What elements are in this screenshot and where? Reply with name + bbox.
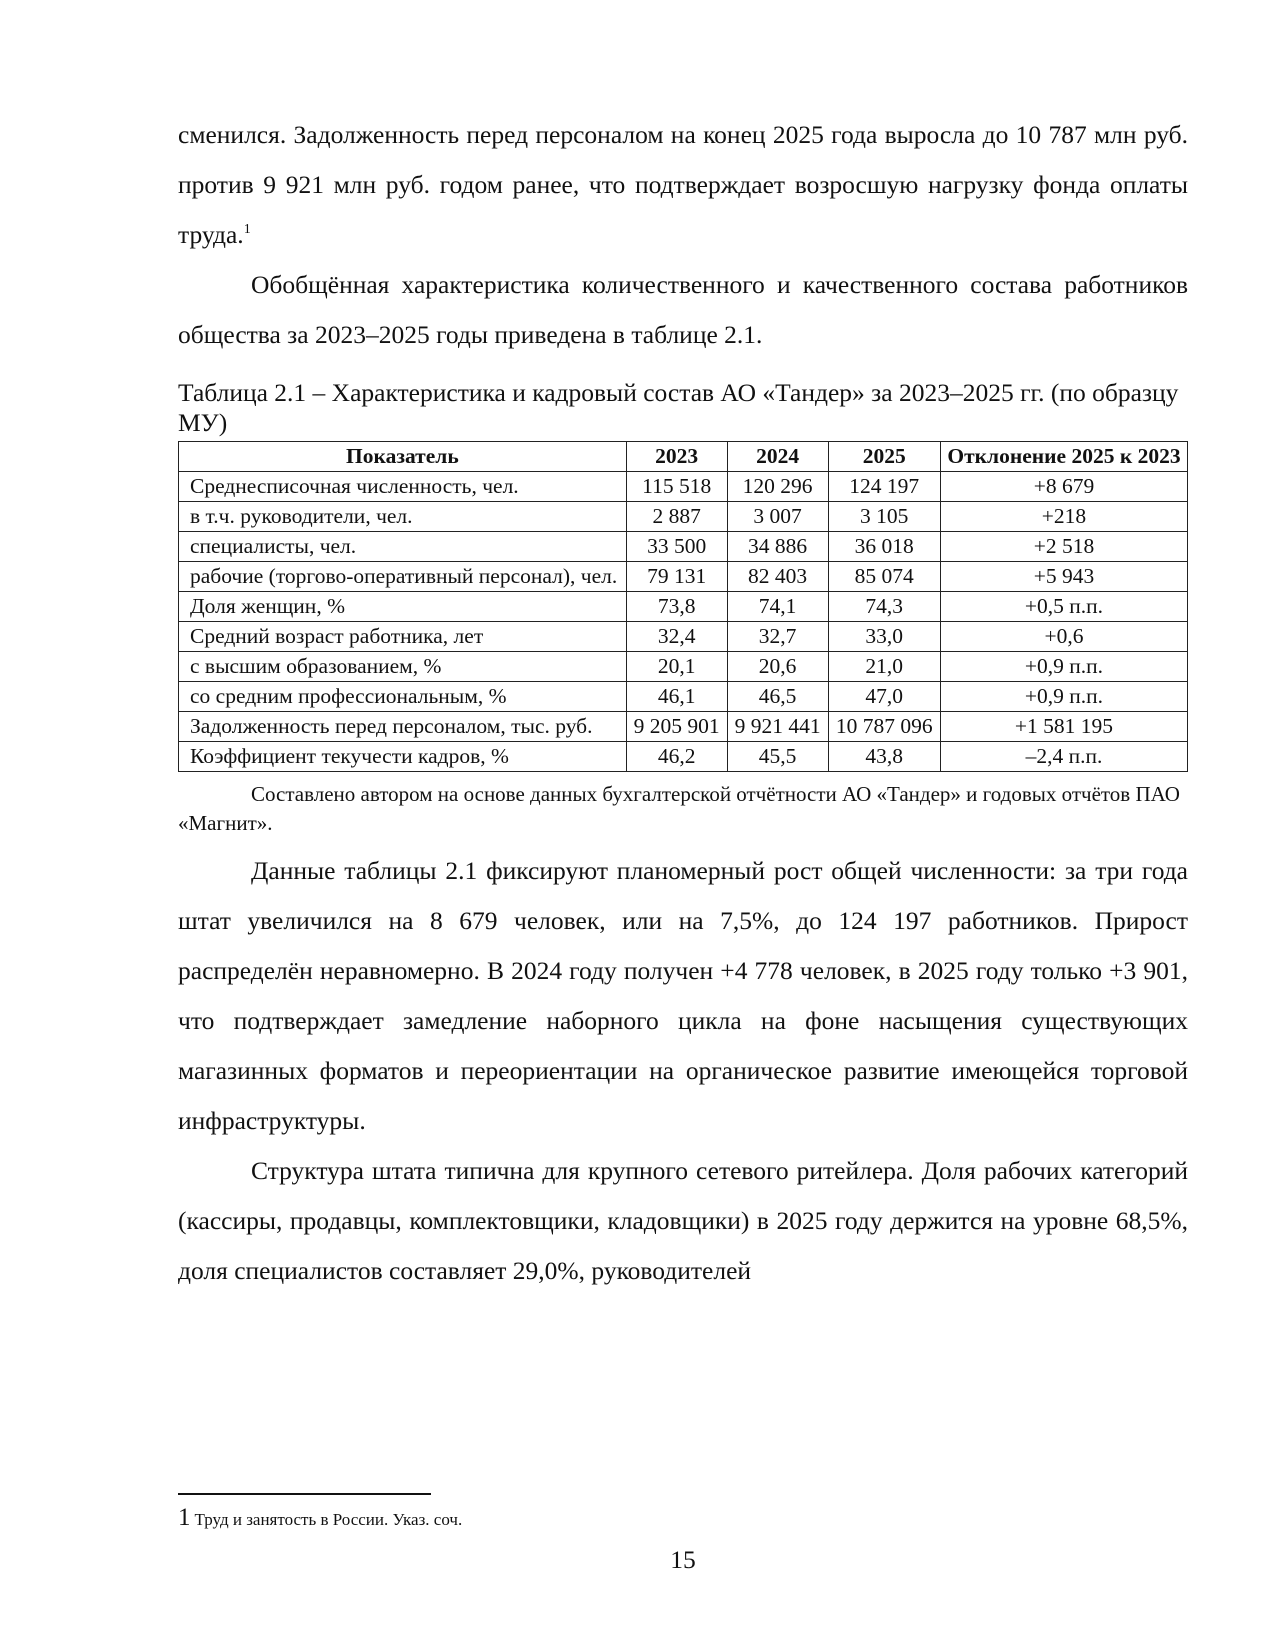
cell-2025: 124 197	[828, 472, 940, 502]
cell-2023: 32,4	[626, 622, 727, 652]
cell-2024: 46,5	[727, 682, 828, 712]
cell-2024: 32,7	[727, 622, 828, 652]
cell-2025: 36 018	[828, 532, 940, 562]
table-row	[179, 592, 1188, 622]
page-number: 15	[670, 1545, 696, 1574]
table-row	[179, 562, 1188, 592]
cell-deviation: +0,5 п.п.	[940, 592, 1187, 622]
cell-deviation: –2,4 п.п.	[940, 742, 1187, 772]
cell-deviation: +1 581 195	[940, 712, 1187, 742]
cell-deviation: +0,9 п.п.	[940, 652, 1187, 682]
cell-deviation: +218	[940, 502, 1187, 532]
cell-2025: 10 787 096	[828, 712, 940, 742]
cell-2025: 47,0	[828, 682, 940, 712]
cell-2025: 21,0	[828, 652, 940, 682]
cell-2024: 20,6	[727, 652, 828, 682]
cell-2023: 73,8	[626, 592, 727, 622]
table-row	[179, 472, 1188, 502]
cell-2025: 74,3	[828, 592, 940, 622]
page-content	[178, 110, 1188, 1296]
cell-deviation: +0,9 п.п.	[940, 682, 1187, 712]
cell-2024: 82 403	[727, 562, 828, 592]
cell-2025: 43,8	[828, 742, 940, 772]
cell-2024: 9 921 441	[727, 712, 828, 742]
cell-deviation: +5 943	[940, 562, 1187, 592]
cell-deviation: +0,6	[940, 622, 1187, 652]
table-row	[179, 682, 1188, 712]
cell-2023: 20,1	[626, 652, 727, 682]
table-row	[179, 652, 1188, 682]
table-source-note: Составлено автором на основе данных бухгалтерской отчётности АО «Тандер» и годовых отчётов ПАО «Магнит».	[178, 782, 1180, 835]
row-label: со средним профессиональным, %	[179, 682, 627, 712]
footnote	[178, 1505, 462, 1533]
cell-2023: 46,1	[626, 682, 727, 712]
cell-2024: 3 007	[727, 502, 828, 532]
footnote-separator	[178, 1493, 431, 1495]
table-row	[179, 712, 1188, 742]
paragraph-1-text: сменился. Задолженность перед персоналом на конец 2025 года выросла до 10 787 млн руб. против 9 921 млн руб. годом ранее, что подтверждает возросшую нагрузку фонда оплаты труда.	[178, 120, 1188, 249]
table-row	[179, 502, 1188, 532]
header-2024: 2024	[727, 442, 828, 472]
row-label: специалисты, чел.	[179, 532, 627, 562]
footnote-ref[interactable]: 1	[243, 222, 251, 237]
cell-2023: 79 131	[626, 562, 727, 592]
footnote-text: Труд и занятость в России. Указ. соч.	[194, 1510, 463, 1529]
row-label: Задолженность перед персоналом, тыс. руб.	[179, 712, 627, 742]
table-caption: Таблица 2.1 – Характеристика и кадровый состав АО «Тандер» за 2023–2025 гг. (по образцу МУ)	[178, 378, 1179, 437]
paragraph-4: Структура штата типична для крупного сетевого ритейлера. Доля рабочих категорий (кассиры, продавцы, комплектовщики, кладовщики) в 2025 году держится на уровне 68,5%, доля специалистов составляет 29,0%, руководителей	[178, 1156, 1188, 1285]
staff-table	[178, 441, 1188, 772]
header-deviation: Отклонение 2025 к 2023	[940, 442, 1187, 472]
paragraph-2: Обобщённая характеристика количественного и качественного состава работников общества за 2023–2025 годы приведена в таблице 2.1.	[178, 270, 1188, 349]
table-row	[179, 532, 1188, 562]
cell-2025: 3 105	[828, 502, 940, 532]
paragraphs-after-table	[178, 846, 1188, 1296]
cell-2023: 115 518	[626, 472, 727, 502]
row-label: рабочие (торгово-оперативный персонал), чел.	[179, 562, 627, 592]
table-row	[179, 622, 1188, 652]
row-label: Средний возраст работника, лет	[179, 622, 627, 652]
row-label: Коэффициент текучести кадров, %	[179, 742, 627, 772]
cell-2024: 45,5	[727, 742, 828, 772]
row-label: Доля женщин, %	[179, 592, 627, 622]
footnote-number: 1	[178, 1504, 191, 1531]
row-label: Среднесписочная численность, чел.	[179, 472, 627, 502]
cell-2023: 9 205 901	[626, 712, 727, 742]
header-2023: 2023	[626, 442, 727, 472]
cell-2023: 2 887	[626, 502, 727, 532]
cell-2023: 33 500	[626, 532, 727, 562]
table-row	[179, 742, 1188, 772]
header-2025: 2025	[828, 442, 940, 472]
cell-deviation: +8 679	[940, 472, 1187, 502]
table-header-row	[179, 442, 1188, 472]
row-label: с высшим образованием, %	[179, 652, 627, 682]
cell-2025: 85 074	[828, 562, 940, 592]
cell-2025: 33,0	[828, 622, 940, 652]
cell-2024: 34 886	[727, 532, 828, 562]
cell-deviation: +2 518	[940, 532, 1187, 562]
paragraph-3: Данные таблицы 2.1 фиксируют планомерный рост общей численности: за три года штат увеличился на 8 679 человек, или на 7,5%, до 124 197 работников. Прирост распределён неравномерно. В 2024 году получен +4 778 человек, в 2025 году только +3 901, что подтверждает замедление наборного цикла на фоне насыщения существующих магазинных форматов и переориентации на органическое развитие имеющейся торговой инфраструктуры.	[178, 856, 1188, 1135]
cell-2024: 74,1	[727, 592, 828, 622]
cell-2023: 46,2	[626, 742, 727, 772]
paragraph-1	[178, 110, 1188, 260]
cell-2024: 120 296	[727, 472, 828, 502]
header-indicator: Показатель	[179, 442, 627, 472]
row-label: в т.ч. руководители, чел.	[179, 502, 627, 532]
